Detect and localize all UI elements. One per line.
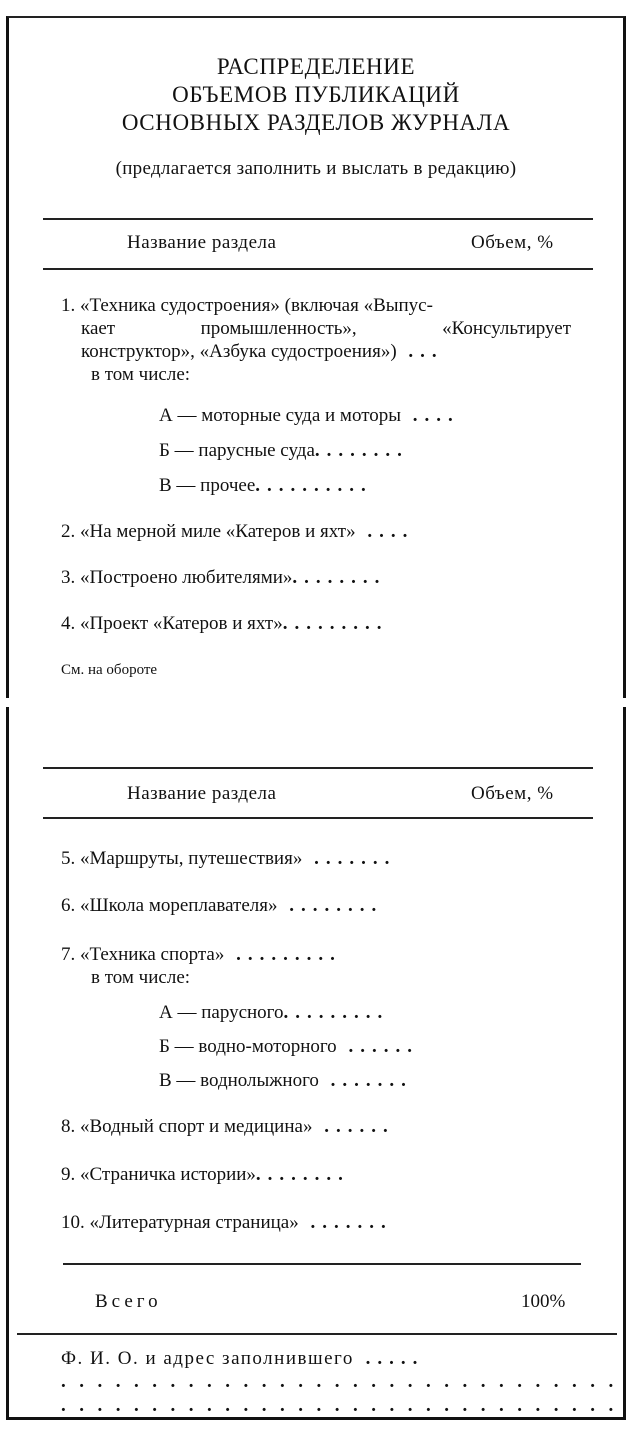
leader-dots: ......... [282,613,389,634]
signature-rule [17,1333,617,1335]
leader-dots: .... [355,521,415,542]
item-number: 9. [61,1164,76,1185]
signature-label: Ф. И. О. и адрес заполнившего [61,1348,354,1369]
item-label: «Водный спорт и медицина» [80,1116,313,1137]
leader-dots: ...... [312,1116,395,1137]
list-item-6 [61,894,383,917]
item-1-continuation: кает промышленность», «Консультирует [81,318,571,339]
column-header-volume: Объем, % [471,232,554,253]
item-label: «Страничка истории» [80,1164,256,1185]
see-reverse-note: См. на обороте [61,662,158,678]
leader-dots: ....... [302,848,397,869]
item-number: 10. [61,1212,85,1233]
leader-dots: ........ [292,567,387,588]
column-header-volume: Объем, % [471,783,554,804]
item-number: 8. [61,1116,76,1137]
leader-dots: .......... [255,475,373,496]
sub-item-label: А — парусного [159,1002,284,1023]
item-label: «Построено любителями» [80,567,293,588]
list-item-3 [61,566,386,589]
form-card-front [6,16,626,698]
list-item-9 [61,1163,350,1186]
sub-item-c [159,474,373,497]
header-bottom-rule [43,817,593,819]
leader-dots: ......... [283,1002,390,1023]
item-label: «Маршруты, путешествия» [80,848,303,869]
header-top-rule [43,218,593,220]
column-header-name: Название раздела [127,232,277,253]
list-item-1 [61,294,433,317]
column-header-name: Название раздела [127,783,277,804]
sub-item-a [159,1001,389,1024]
total-rule [63,1263,581,1265]
list-item-4 [61,612,388,635]
leader-dots: .... [401,405,460,426]
form-title-line-3: ОСНОВНЫХ РАЗДЕЛОВ ЖУРНАЛА [121,110,511,135]
leader-dots: ......... [224,944,342,965]
form-title-line-1: РАСПРЕДЕЛЕНИЕ [216,54,416,79]
sub-item-label: А — моторные суда и моторы [159,405,402,426]
list-item-7 [61,943,342,966]
leader-dots: ........ [314,440,409,461]
leader-dots: ... [396,341,444,362]
sub-item-b [159,439,409,462]
item-number: 2. [61,521,76,542]
item-label: «На мерной миле «Катеров и яхт» [80,521,356,542]
item-label: «Литературная страница» [89,1212,299,1233]
leader-dots: ........ [255,1164,350,1185]
signature-dot-line-2: ............................... [61,1395,627,1416]
item-label: «Школа мореплавателя» [80,895,278,916]
leader-dots: ........ [277,895,384,916]
item-number: 5. [61,848,76,869]
item-number: 3. [61,567,76,588]
leader-dots: ...... [336,1036,419,1057]
list-item-5 [61,847,396,870]
total-value: 100% [521,1291,566,1312]
sub-item-label: В — прочее [159,475,256,496]
including-label: в том числе: [91,364,191,385]
item-label: «Техника судостроения» (включая «Выпус- [80,295,433,316]
header-bottom-rule [43,268,593,270]
header-top-rule [43,767,593,769]
sub-item-b [159,1035,419,1058]
form-title-line-2: ОБЪЕМОВ ПУБЛИКАЦИЙ [172,82,460,107]
sub-item-label: В — воднолыжного [159,1070,319,1091]
total-label: Всего [95,1291,162,1312]
item-number: 7. [61,944,76,965]
list-item-8 [61,1115,395,1138]
form-subtitle: (предлагается заполнить и выслать в редакцию) [115,158,517,179]
list-item-10 [61,1211,393,1234]
item-label: «Проект «Катеров и яхт» [80,613,283,634]
sub-item-label: Б — парусные суда [159,440,315,461]
item-number: 6. [61,895,76,916]
item-1-continuation-2 [81,340,444,363]
item-label: «Техника спорта» [80,944,225,965]
item-number: 4. [61,613,76,634]
item-number: 1. [61,295,76,316]
signature-field [61,1347,424,1370]
signature-dot-line-1: ............................... [61,1371,627,1392]
form-card-back [6,707,626,1420]
including-label: в том числе: [91,967,191,988]
sub-item-c [159,1069,413,1092]
leader-dots: ..... [353,1348,425,1369]
sub-item-label: Б — водно-моторного [159,1036,337,1057]
leader-dots: ....... [318,1070,413,1091]
sub-item-a [159,404,460,427]
item-label: конструктор», «Азбука судостроения») [81,341,397,362]
list-item-2 [61,520,414,543]
leader-dots: ....... [298,1212,393,1233]
